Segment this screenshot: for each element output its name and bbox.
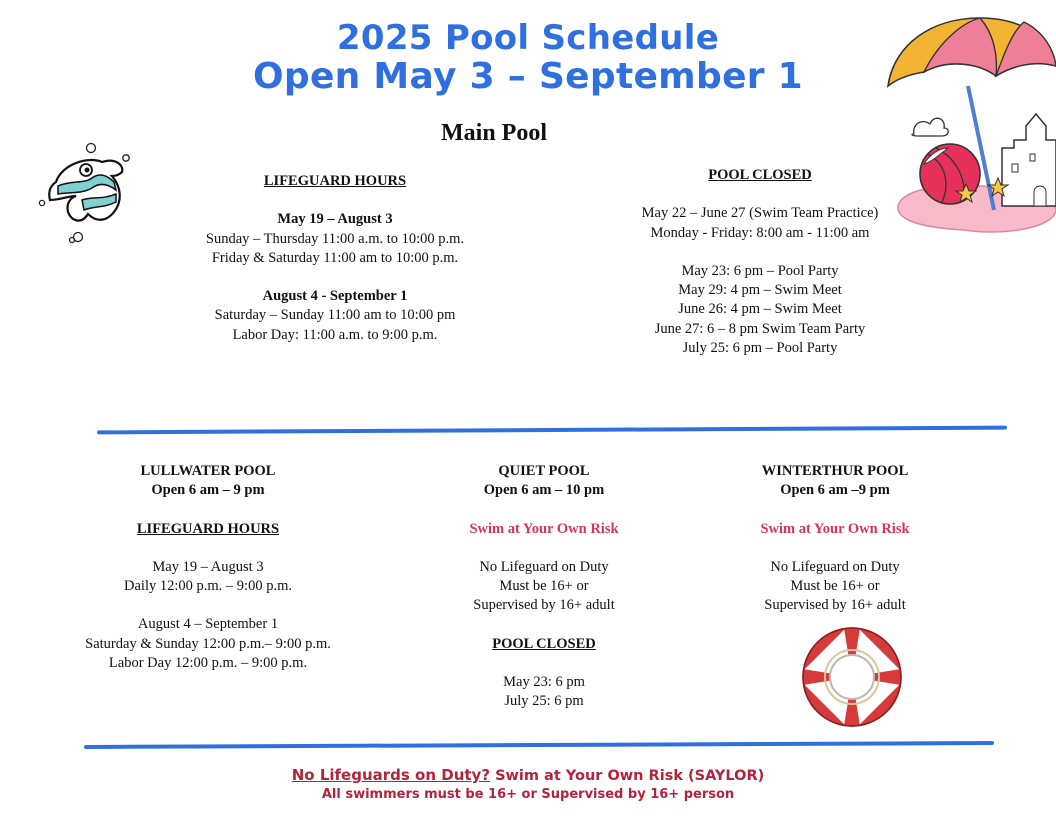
hours-line: Saturday – Sunday 11:00 am to 10:00 pm	[214, 307, 456, 324]
open-hours: Open 6 am – 9 pm	[151, 482, 265, 499]
winterthur-section	[700, 462, 970, 616]
divider	[97, 426, 1007, 435]
closed-event: May 29: 4 pm – Swim Meet	[678, 282, 842, 299]
rule-line: No Lifeguard on Duty	[770, 558, 900, 575]
pool-name: WINTERTHUR POOL	[761, 463, 909, 479]
period-title: May 19 – August 3	[152, 558, 264, 575]
rule-line: Supervised by 16+ adult	[473, 597, 615, 614]
page-subtitle: Open May 3 – September 1	[252, 56, 804, 97]
divider	[84, 741, 994, 749]
page-title: 2025 Pool Schedule	[336, 18, 720, 58]
quiet-pool-section	[404, 462, 684, 712]
hours-line: Labor Day 12:00 p.m. – 9:00 p.m.	[108, 655, 308, 672]
risk-notice: Swim at Your Own Risk	[469, 520, 619, 537]
footer-risk-text: Swim at Your Own Risk (SAYLOR)	[490, 768, 765, 784]
period-title: May 19 – August 3	[277, 211, 393, 228]
fish-icon	[36, 140, 136, 246]
closed-event: June 26: 4 pm – Swim Meet	[678, 301, 842, 318]
closed-event: June 27: 6 – 8 pm Swim Team Party	[654, 320, 866, 337]
pool-closed-heading: POOL CLOSED	[708, 167, 812, 183]
closed-line: July 25: 6 pm	[504, 693, 584, 710]
hours-line: Saturday & Sunday 12:00 p.m.– 9:00 p.m.	[85, 635, 331, 652]
main-pool-heading: Main Pool	[441, 120, 547, 146]
no-lifeguard-link: No Lifeguards on Duty?	[291, 766, 491, 784]
closed-event: July 25: 6 pm – Pool Party	[682, 340, 838, 357]
pool-name: LULLWATER POOL	[140, 463, 276, 479]
closed-line: Monday - Friday: 8:00 am - 11:00 am	[650, 224, 870, 241]
lifeguard-hours-heading: LIFEGUARD HOURS	[263, 173, 407, 189]
hours-line: Friday & Saturday 11:00 am to 10:00 p.m.	[211, 249, 459, 266]
pool-name: QUIET POOL	[498, 463, 590, 479]
risk-notice: Swim at Your Own Risk	[760, 520, 910, 537]
main-lifeguard-section	[170, 172, 500, 345]
sandcastle-icon	[1002, 114, 1056, 206]
main-closed-section	[590, 166, 930, 358]
hours-line: Daily 12:00 p.m. – 9:00 p.m.	[124, 578, 292, 595]
hours-line: Sunday – Thursday 11:00 a.m. to 10:00 p.m.	[205, 230, 465, 247]
open-hours: Open 6 am –9 pm	[780, 482, 890, 499]
footer-line-2: All swimmers must be 16+ or Supervised by 16+ person	[321, 787, 735, 802]
closed-line: May 22 – June 27 (Swim Team Practice)	[641, 205, 879, 222]
rule-line: Must be 16+ or	[499, 578, 589, 595]
pool-closed-heading: POOL CLOSED	[492, 635, 596, 652]
footer-line-1	[0, 766, 1056, 784]
hours-line: Labor Day: 11:00 a.m. to 9:00 p.m.	[232, 326, 438, 343]
lullwater-section	[40, 462, 376, 673]
rule-line: No Lifeguard on Duty	[479, 558, 609, 575]
life-ring-icon	[800, 626, 904, 728]
lifeguard-hours-heading: LIFEGUARD HOURS	[136, 520, 280, 537]
period-title: August 4 - September 1	[262, 288, 408, 305]
closed-line: May 23: 6 pm	[503, 674, 585, 691]
beach-umbrella-icon	[888, 18, 1056, 86]
closed-event: May 23: 6 pm – Pool Party	[681, 262, 839, 279]
rule-line: Supervised by 16+ adult	[764, 597, 906, 614]
period-title: August 4 – September 1	[137, 616, 279, 633]
open-hours: Open 6 am – 10 pm	[483, 482, 605, 499]
rule-line: Must be 16+ or	[790, 578, 880, 595]
